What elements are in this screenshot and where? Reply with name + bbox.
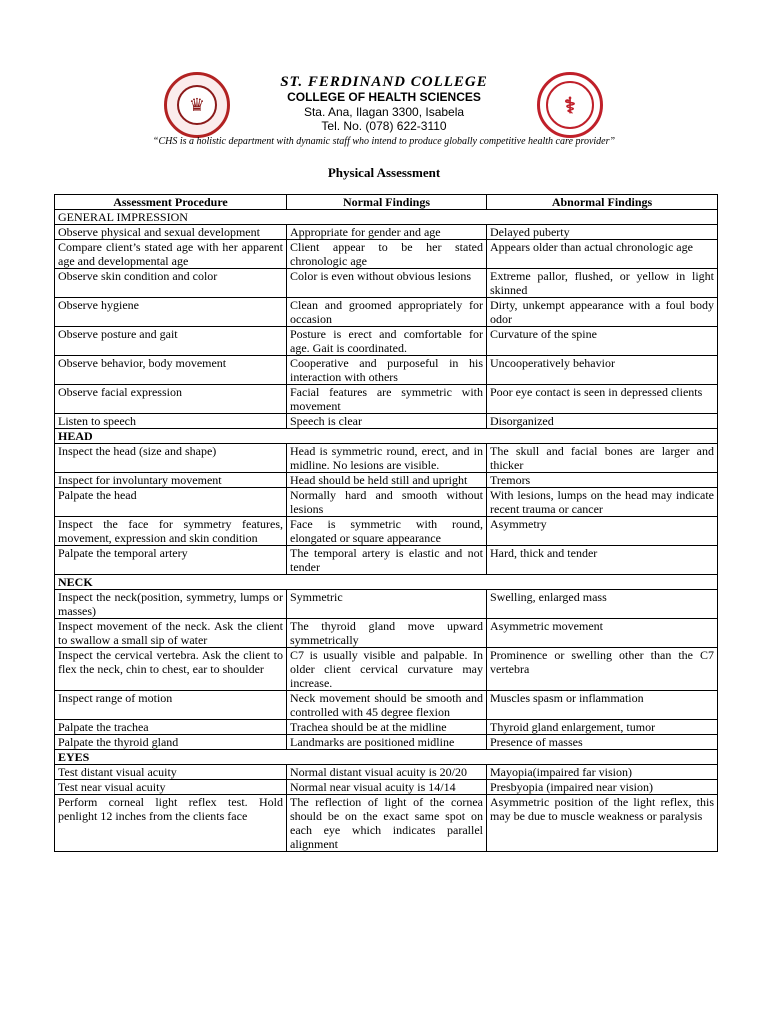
table-row — [55, 414, 718, 429]
normal-finding-cell: Clean and groomed appropriately for occasion — [287, 298, 487, 327]
abnormal-finding-cell: Prominence or swelling other than the C7 vertebra — [487, 648, 718, 691]
procedure-cell: Inspect range of motion — [55, 691, 287, 720]
normal-finding-cell: Normal near visual acuity is 14/14 — [287, 780, 487, 795]
procedure-cell: Palpate the trachea — [55, 720, 287, 735]
section-heading: NECK — [55, 575, 718, 590]
table-row — [55, 765, 718, 780]
normal-finding-cell: Cooperative and purposeful in his interaction with others — [287, 356, 487, 385]
abnormal-finding-cell: Poor eye contact is seen in depressed clients — [487, 385, 718, 414]
logo-ring — [546, 81, 594, 129]
procedure-cell: Observe skin condition and color — [55, 269, 287, 298]
procedure-cell: Perform corneal light reflex test. Hold penlight 12 inches from the clients face — [55, 795, 287, 852]
abnormal-finding-cell: Tremors — [487, 473, 718, 488]
document-title: Physical Assessment — [327, 165, 441, 180]
column-header-abnormal: Abnormal Findings — [487, 195, 718, 210]
normal-finding-cell: Face is symmetric with round, elongated or square appearance — [287, 517, 487, 546]
procedure-cell: Observe facial expression — [55, 385, 287, 414]
procedure-cell: Inspect the neck(position, symmetry, lumps or masses) — [55, 590, 287, 619]
abnormal-finding-cell: Uncooperatively behavior — [487, 356, 718, 385]
procedure-cell: Palpate the thyroid gland — [55, 735, 287, 750]
normal-finding-cell: Facial features are symmetric with movement — [287, 385, 487, 414]
normal-finding-cell: Landmarks are positioned midline — [287, 735, 487, 750]
abnormal-finding-cell: The skull and facial bones are larger and thicker — [487, 444, 718, 473]
normal-finding-cell: The thyroid gland move upward symmetrically — [287, 619, 487, 648]
table-row — [55, 691, 718, 720]
normal-finding-cell: Normal distant visual acuity is 20/20 — [287, 765, 487, 780]
section-row — [55, 750, 718, 765]
section-heading: HEAD — [55, 429, 718, 444]
procedure-cell: Inspect movement of the neck. Ask the client to swallow a small sip of water — [55, 619, 287, 648]
seal-inner-ring — [177, 85, 217, 125]
normal-finding-cell: The reflection of light of the cornea should be on the exact same spot on each eye which indicates parallel alignment — [287, 795, 487, 852]
section-heading: GENERAL IMPRESSION — [55, 210, 718, 225]
abnormal-finding-cell: Hard, thick and tender — [487, 546, 718, 575]
section-row — [55, 575, 718, 590]
college-telephone: Tel. No. (078) 622-3110 — [321, 119, 447, 133]
procedure-cell: Inspect for involuntary movement — [55, 473, 287, 488]
health-sciences-logo — [537, 72, 603, 138]
abnormal-finding-cell: Curvature of the spine — [487, 327, 718, 356]
abnormal-finding-cell: Disorganized — [487, 414, 718, 429]
section-heading: EYES — [55, 750, 718, 765]
abnormal-finding-cell: Muscles spasm or inflammation — [487, 691, 718, 720]
procedure-cell: Test near visual acuity — [55, 780, 287, 795]
assessment-table — [54, 194, 718, 852]
abnormal-finding-cell: Appears older than actual chronologic age — [487, 240, 718, 269]
table-row — [55, 225, 718, 240]
abnormal-finding-cell: Mayopia(impaired far vision) — [487, 765, 718, 780]
procedure-cell: Inspect the face for symmetry features, movement, expression and skin condition — [55, 517, 287, 546]
procedure-cell: Observe behavior, body movement — [55, 356, 287, 385]
abnormal-finding-cell: Presbyopia (impaired near vision) — [487, 780, 718, 795]
normal-finding-cell: Color is even without obvious lesions — [287, 269, 487, 298]
crest-icon: ♛ — [188, 95, 206, 115]
table-row — [55, 619, 718, 648]
table-row — [55, 444, 718, 473]
procedure-cell: Inspect the head (size and shape) — [55, 444, 287, 473]
abnormal-finding-cell: Extreme pallor, flushed, or yellow in light skinned — [487, 269, 718, 298]
procedure-cell: Inspect the cervical vertebra. Ask the client to flex the neck, chin to chest, ear to shoulder — [55, 648, 287, 691]
abnormal-finding-cell: Dirty, unkempt appearance with a foul body odor — [487, 298, 718, 327]
procedure-cell: Palpate the head — [55, 488, 287, 517]
normal-finding-cell: C7 is usually visible and palpable. In older client cervical curvature may increase. — [287, 648, 487, 691]
college-name: ST. FERDINAND COLLEGE — [280, 74, 488, 90]
page-bottom-margin — [0, 990, 768, 1024]
table-row — [55, 517, 718, 546]
normal-finding-cell: Neck movement should be smooth and controlled with 45 degree flexion — [287, 691, 487, 720]
caduceus-icon: ⚕ — [564, 93, 576, 118]
procedure-cell: Listen to speech — [55, 414, 287, 429]
table-header-row — [55, 195, 718, 210]
table-row — [55, 735, 718, 750]
normal-finding-cell: Symmetric — [287, 590, 487, 619]
column-header-procedure: Assessment Procedure — [55, 195, 287, 210]
abnormal-finding-cell: Asymmetric movement — [487, 619, 718, 648]
normal-finding-cell: Speech is clear — [287, 414, 487, 429]
procedure-cell: Observe physical and sexual development — [55, 225, 287, 240]
table-row — [55, 488, 718, 517]
table-row — [55, 473, 718, 488]
table-row — [55, 780, 718, 795]
normal-finding-cell: Appropriate for gender and age — [287, 225, 487, 240]
college-department: COLLEGE OF HEALTH SCIENCES — [287, 90, 481, 104]
abnormal-finding-cell: Thyroid gland enlargement, tumor — [487, 720, 718, 735]
table-row — [55, 269, 718, 298]
normal-finding-cell: Client appear to be her stated chronologic age — [287, 240, 487, 269]
procedure-cell: Compare client’s stated age with her apparent age and developmental age — [55, 240, 287, 269]
table-body — [55, 210, 718, 852]
department-motto: “CHS is a holistic department with dynamic staff who intend to produce globally competitive health care provider” — [152, 136, 616, 147]
column-header-normal: Normal Findings — [287, 195, 487, 210]
table-row — [55, 795, 718, 852]
procedure-cell: Observe posture and gait — [55, 327, 287, 356]
table-row — [55, 298, 718, 327]
normal-finding-cell: Posture is erect and comfortable for age. Gait is coordinated. — [287, 327, 487, 356]
abnormal-finding-cell: Swelling, enlarged mass — [487, 590, 718, 619]
normal-finding-cell: Normally hard and smooth without lesions — [287, 488, 487, 517]
normal-finding-cell: Trachea should be at the midline — [287, 720, 487, 735]
abnormal-finding-cell: With lesions, lumps on the head may indicate recent trauma or cancer — [487, 488, 718, 517]
table-row — [55, 546, 718, 575]
procedure-cell: Test distant visual acuity — [55, 765, 287, 780]
table-row — [55, 720, 718, 735]
section-row — [55, 429, 718, 444]
abnormal-finding-cell: Asymmetric position of the light reflex, this may be due to muscle weakness or paralysis — [487, 795, 718, 852]
procedure-cell: Observe hygiene — [55, 298, 287, 327]
abnormal-finding-cell: Asymmetry — [487, 517, 718, 546]
table-row — [55, 385, 718, 414]
college-seal-logo — [164, 72, 230, 138]
table-row — [55, 648, 718, 691]
college-address: Sta. Ana, Ilagan 3300, Isabela — [303, 105, 465, 119]
normal-finding-cell: Head is symmetric round, erect, and in midline. No lesions are visible. — [287, 444, 487, 473]
procedure-cell: Palpate the temporal artery — [55, 546, 287, 575]
table-row — [55, 240, 718, 269]
normal-finding-cell: The temporal artery is elastic and not tender — [287, 546, 487, 575]
section-row — [55, 210, 718, 225]
table-row — [55, 327, 718, 356]
abnormal-finding-cell: Presence of masses — [487, 735, 718, 750]
table-row — [55, 590, 718, 619]
letterhead — [0, 0, 768, 160]
normal-finding-cell: Head should be held still and upright — [287, 473, 487, 488]
table-row — [55, 356, 718, 385]
abnormal-finding-cell: Delayed puberty — [487, 225, 718, 240]
